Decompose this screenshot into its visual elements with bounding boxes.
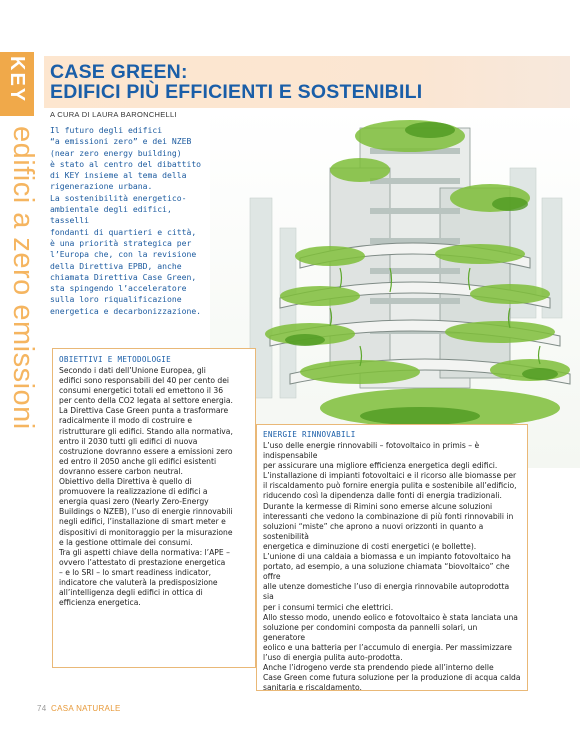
section-topic: edifici a zero emissioni [7,126,39,430]
key-tab [0,52,34,116]
objectives-line: dispositivi di monitoraggio per la misurazione [59,527,233,537]
renewables-line: Case Green come futura soluzione per la produzione di acqua calda [263,673,521,683]
renewables-line: eolico e una batteria per l’accumulo di energia. Per massimizzare [263,642,512,652]
objectives-line: – e lo SRI – lo smart readiness indicator, [59,567,211,577]
renewables-line: energetica e diminuzione di costi energetici (e bollette). [263,541,477,551]
objectives-line: ristrutturare gli edifici. Stando alla normativa, [59,426,233,436]
renewables-line: L’installazione di impianti fotovoltaici e il ricorso alle biomasse per [263,471,517,481]
article-title [50,62,422,102]
renewables-line: per assicurare una migliore efficienza energetica degli edifici. [263,461,498,471]
renewables-body [263,441,521,693]
objectives-title: OBIETTIVI E METODOLOGIE [59,355,172,364]
intro-line: l’Europa che, con la revisione [50,249,197,260]
intro-line: di KEY insieme al tema della [50,170,187,181]
renewables-line: alle utenze domestiche l’uso di energia rinnovabile autoprodotta sia [263,582,510,602]
objectives-line: consumi energetici totali ed emettono il 36 [59,386,224,396]
renewables-box [256,424,528,691]
objectives-line: costruzione dovranno essere a emissioni zero [59,446,233,456]
magazine-name: CASA NATURALE [51,704,121,713]
objectives-line: per cento della CO2 legata al settore energia. [59,396,233,406]
objectives-line: entro il 2030 tutti gli edifici di nuova [59,436,198,446]
key-label: KEY [6,56,28,104]
objectives-box [52,348,256,668]
intro-line: della Direttiva EPBD, anche [50,260,182,271]
renewables-line: L’unione di una caldaia a biomassa e un impianto fotovoltaico ha [263,552,511,562]
renewables-line: l’uso di energia pulita auto-prodotta. [263,652,403,662]
objectives-line: ed entro il 2050 anche gli edifici esistenti [59,456,217,466]
intro-line: è una priorità strategica per [50,237,192,248]
objectives-line: ovvero l’attestato di prestazione energetica [59,557,226,567]
renewables-line: soluzioni “miste” che aprono a nuovi orizzonti in quanto a sostenibilità [263,521,484,541]
intro-line: Il futuro degli edifici [50,125,163,135]
title-line-1: CASE GREEN: [50,61,188,83]
objectives-line: edifici sono responsabili del 40 per cento dei [59,376,230,386]
intro-line: La sostenibilità energetico- [50,192,187,203]
title-line-2: EDIFICI PIÙ EFFICIENTI E SOSTENIBILI [50,81,423,103]
intro-line: (near zero energy building) [50,147,182,158]
intro-paragraph [50,125,210,317]
renewables-title: ENERGIE RINNOVABILI [263,430,356,439]
objectives-line: Obiettivo della Direttiva è quello di [59,477,192,487]
intro-line: “a emissioni zero” e dei NZEB [50,136,192,147]
intro-line: sta spingendo l’acceleratore [50,283,187,294]
green-building-illustration [210,108,580,468]
intro-line: sulla loro riqualificazione [50,294,182,305]
objectives-line: e la gestione ottimale dei consumi. [59,537,193,547]
objectives-line: promuovere la realizzazione di edifici a [59,487,208,497]
objectives-line: Secondo i dati dell’Unione Europea, gli [59,366,206,375]
intro-line: ambientale degli edifici, tasselli [50,204,172,226]
objectives-line: indicatore che valuterà la predisposizione [59,577,218,587]
intro-line: fondanti di quartieri e città, [50,226,197,237]
renewables-line: il riscaldamento può fornire energia pulita e sostenibile all’edificio, [263,481,517,491]
objectives-body [59,366,249,608]
objectives-line: dovranno essere carbon neutral. [59,466,183,476]
objectives-line: Tra gli aspetti chiave della normativa: l’APE – [59,547,230,557]
renewables-line: Anche l’idrogeno verde sta prendendo piede all’interno delle [263,663,494,673]
intro-line: rigenerazione urbana. [50,181,153,192]
renewables-line: soluzione per condomini composta da pannelli solari, un generatore [263,622,478,642]
renewables-line: L’uso delle energie rinnovabili – fotovoltaico in primis – è indispensabile [263,441,480,461]
objectives-line: radicalmente il modo di costruire e [59,416,193,426]
author-credit: A CURA DI LAURA BARONCHELLI [50,110,177,119]
renewables-line: Durante la kermesse di Rimini sono emerse alcune soluzioni [263,501,493,511]
renewables-line: interessanti che vedono la combinazione di più fonti rinnovabili in [263,511,514,521]
intro-line: energetica e decarbonizzazione. [50,305,202,316]
renewables-line: per i consumi termici che elettrici. [263,602,394,612]
page-footer [37,704,121,713]
renewables-line: Allo stesso modo, unendo eolico e fotovoltaico è stata lanciata una [263,612,518,622]
renewables-line: sanitaria e riscaldamento. [263,683,362,693]
renewables-line: riducendo così la dipendenza dalle fonti di energia tradizionali. [263,491,502,501]
objectives-line: energia quasi zero (Nearly Zero-Energy [59,497,209,507]
objectives-line: all’intelligenza degli edifici in ottica di [59,588,203,598]
renewables-line: portato, ad esempio, a una soluzione chiamata “biovoltaico” che offre [263,562,510,582]
page-number: 74 [37,704,47,713]
intro-line: è stato al centro del dibattito [50,158,202,169]
objectives-line: efficienza energetica. [59,598,141,608]
intro-line: chiamata Direttiva Case Green, [50,271,197,282]
objectives-line: La Direttiva Case Green punta a trasformare [59,406,229,416]
objectives-line: Buildings o NZEB), l’uso di energie rinnovabili [59,507,233,517]
objectives-line: negli edifici, l’installazione di smart meter e [59,517,226,527]
